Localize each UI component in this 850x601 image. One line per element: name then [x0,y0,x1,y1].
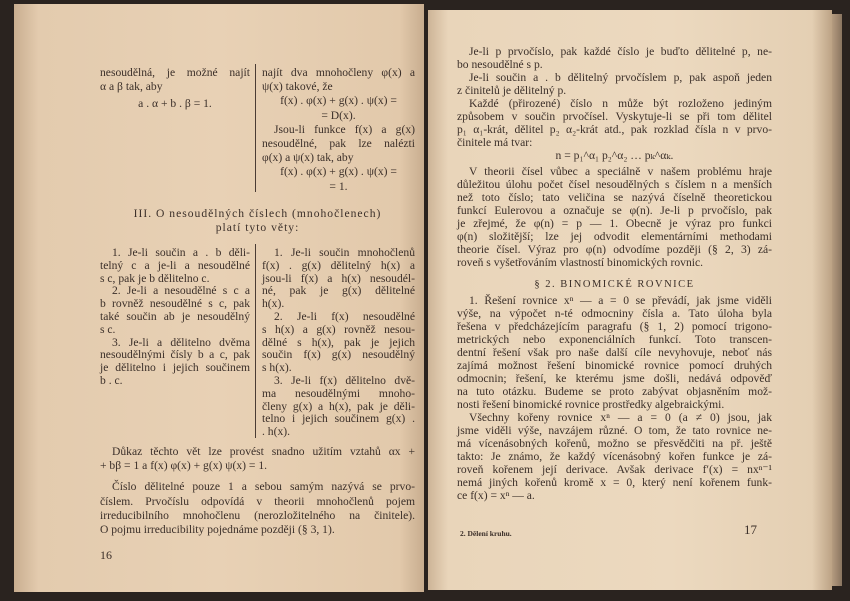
text-line: b rovněž nesoudělné s c, pak [100,297,250,311]
text-line: nesoudělnými čísly b a c, pak [100,348,250,362]
text-line: jsme viděli výše, navzájem různé. O tom, že tato rovnice ne- [457,424,772,437]
text-line: s c, pak je b dělitelno c. [100,271,210,285]
text-line: f(x) . g(x) dělitelný h(x) a [262,258,415,272]
text-line: funkcí Eulerovou a označuje se φ(n). Je-li p prvočíslo, pak [457,204,772,217]
text-line: 3. Je-li f(x) dělitelno dvě- [274,373,415,387]
text-line: Všechny kořeny rovnice xⁿ — a = 0 (a ≠ 0) jsou, jak [469,411,772,424]
text-line: činitele má tvar: [457,136,533,149]
theorem-1 [100,247,250,285]
text-line: φ(x) a ψ(x) tak, aby [262,151,354,165]
text-line: součin f(x) g(x) nesoudělný [262,348,415,362]
theorems-numbers-column [100,247,250,388]
text-line: odmocnin; řešení, ke kterému jsme došli, nedává odpověď [457,372,772,385]
text-line: také součin ab je nesoudělný [100,309,250,323]
text-line: nesoudělná, je možné najít [100,66,250,79]
paragraph [457,411,772,502]
text-line: na tuto otázku. Budeme se proto zabývat objasněním mož- [457,385,772,398]
proof-paragraph [100,445,415,473]
text-line: 2. Je-li a nesoudělné s c a [112,284,250,298]
paragraph [457,165,772,269]
text-line: + bβ = 1 a f(x) φ(x) + g(x) ψ(x) = 1. [100,459,268,473]
text-line: metrických nebo exponenciálních funkcí. Toto transcen- [457,333,772,346]
text-line: 3. Je-li a dělitelno dvěma [112,335,250,349]
text-line: Je-li součin a . b dělitelný prvočíslem p, pak aspoň jeden [469,71,772,84]
formula [262,94,415,122]
theorem-1 [262,247,415,311]
text-line: h(x). [262,297,285,311]
signature-mark: 2. Dělení kruhu. [460,529,512,538]
paragraph [457,45,772,71]
text-line: f(x) . φ(x) + g(x) . ψ(x) = [280,165,397,179]
text-line: V theorii čísel vůbec a speciálně v našem problému hraje [469,165,772,178]
text-line: telno i jejich součinem g(x) . [262,412,415,426]
formula [457,149,772,162]
text-line: nesoudělné, pak lze nalézti [262,137,415,151]
text-line: s h(x). [262,361,292,375]
formula [262,165,415,193]
column-divider [255,244,256,438]
text-line: telný c a je-li a nesoudělné [100,258,250,272]
formula [100,97,250,111]
text-line: členy g(x) a h(x), pak je děli- [262,399,415,413]
text-line: takto: Je známo, že každý vícenásobný kořen funkce je zá- [457,450,772,463]
paragraph [262,66,415,94]
text-line: Je-li p prvočíslo, pak každé číslo je buďto dělitelné p, ne- [469,45,772,58]
text-line: má vícenásobných kořenů, možno se přesvědčiti na př. ještě [457,437,772,450]
text-line: je dělitelno i jejich součinem [100,361,250,375]
text-line: řešena v předcházejícím paragrafu (§ 1, 2) pomocí trigono- [457,320,772,333]
text-line: výše, na výpočet n-té odmocniny čísla a. Tato úloha byla [457,307,772,320]
text-line: = D(x). [321,108,356,122]
text-line: § 2. BINOMICKÉ ROVNICE [534,279,695,290]
text-line: φ(n) složitější; lze jej odvodit elementárními methodami [457,230,772,243]
text-line: 2. Je-li f(x) nesoudělné [274,309,415,323]
text-line: roveň kořenem její derivace. Avšak derivace f′(x) = nxⁿ⁻¹ [457,463,772,476]
text-line: zajímá možnost řešení binomické rovnice pomocí druhých [457,359,772,372]
text-line: α a β tak, aby [100,80,163,94]
text-line: Každé (přirozené) číslo n může být rozloženo jediným [469,97,772,110]
text-line: irreducibilního mnohočlenu (nerozložitelného na činitele). [100,508,415,522]
top-left-column [100,66,250,112]
paragraph [457,294,772,411]
theorem-3 [262,375,415,439]
text-line: = 1. [329,179,348,193]
text-line: z činitelů je dělitelný p. [457,84,567,97]
page-edges [832,14,842,586]
text-line: ψ(x) takové, že [262,80,333,94]
theorems-polynomials-column [262,247,415,439]
text-line: s h(x) a g(x) rovněž nesou- [262,322,415,336]
page-number: 16 [100,548,112,562]
text-line: 1. Řešení rovnice xⁿ — a = 0 se převádí, jak jsme viděli [469,294,772,307]
text-line: 1. Je-li součin a . b děli- [112,246,250,259]
text-line: né, pak je g(x) dělitelné [262,284,415,298]
text-line: f(x) . φ(x) + g(x) . ψ(x) = [280,94,397,108]
section-heading [457,278,772,291]
text-line: theorie čísel. Výraz pro φ(n) odvodíme později (§ 2, 3) zá- [457,243,772,256]
text-line: Jsou-li funkce f(x) a g(x) [274,122,415,136]
bottom-text [100,445,415,537]
text-line: ma nesoudělnými mnoho- [262,386,415,400]
theorem-2 [262,311,415,375]
text-line: n = p₁^α₁ p₂^α₂ … pₖ^αₖ. [555,149,674,162]
text-line: b . c. [100,373,123,387]
top-right-column [262,66,415,194]
column-divider [255,64,256,192]
text-line: bo nesoudělné s p. [457,58,543,71]
theorem-2 [100,285,250,336]
theorem-3 [100,337,250,388]
text-line: Důkaz těchto vět lze provést snadno užitím vztahů αx + [112,445,415,458]
right-text [457,45,772,502]
text-line: ce f(x) = xⁿ — a. [457,489,535,502]
paragraph [100,66,250,94]
text-line: jsou-li f(x) a h(x) nesoudél- [262,271,415,285]
text-line: než toto číslo; tato veličina se nazývá číselně theoretickou [457,191,772,204]
text-line: dělné s h(x), pak je jejich [262,335,415,349]
text-line: dentní řešení však pro naše další cíle nevyhovuje, neboť nás [457,346,772,359]
text-line: roveň s vyšetřováním vlastností binomických rovnic. [457,256,704,269]
text-line: důležitou úlohu počet čísel nesoudělných s číslem n a menších [457,178,772,191]
text-line: O pojmu irreducibility pojednáme později (§ 3, 1). [100,523,335,537]
text-line: a . α + b . β = 1. [138,97,212,111]
text-line: nosti řešení binomické rovnice prostředky algebraickými. [457,398,725,411]
section-heading [100,207,415,235]
paragraph [457,97,772,149]
text-line: číslem. Prvočíslu odpovídá v theorii mnohočlenů pojem [100,494,415,508]
text-line: Číslo dělitelné pouze 1 a sebou samým nazývá se prvo- [112,480,415,494]
page-number: 17 [744,522,757,537]
text-line: s c. [100,322,116,336]
text-line: je zřejmé, že φ(n) = p — 1. Obecně je výraz pro funkci [457,217,772,230]
text-line: najít dva mnohočleny φ(x) a [262,66,415,79]
text-line: III. O nesoudělných číslech (mnohočlenech) [133,207,382,220]
text-line: 1. Je-li součin mnohočlenů [274,246,415,259]
text-line: nemá jiných kořenů kromě x = 0, který není kořenem funk- [457,476,772,489]
paragraph [457,71,772,97]
text-line: způsobem v součin prvočísel. Vyskytuje-li se při tom dělitel [457,110,772,123]
paragraph [262,123,415,166]
text-line: platí tyto věty: [215,221,300,235]
text-line: . h(x). [262,425,291,439]
text-line: p₁ α₁-krát, dělitel p₂ α₂-krát atd., pak rozklad čísla n v prvo- [457,123,772,136]
prime-definition-paragraph [100,480,415,537]
